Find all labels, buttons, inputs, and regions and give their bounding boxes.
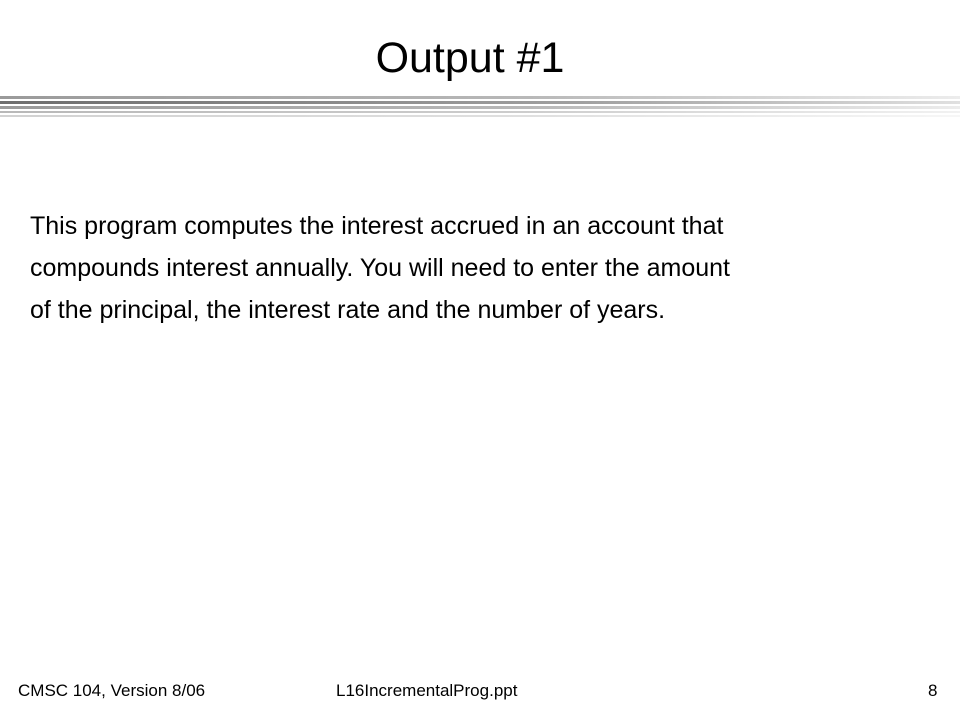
footer-filename: L16IncrementalProg.ppt (336, 681, 518, 700)
slide-title: Output #1 (375, 34, 565, 82)
footer-course: CMSC 104, Version 8/06 (18, 681, 206, 700)
title-underline-rule (0, 96, 960, 120)
footer-page-number: 8 (928, 681, 938, 700)
body-paragraph: This program computes the interest accrued in an account that compounds interest annually. You will need to enter the amount of the principal, the interest rate and the number of years. (30, 212, 730, 324)
